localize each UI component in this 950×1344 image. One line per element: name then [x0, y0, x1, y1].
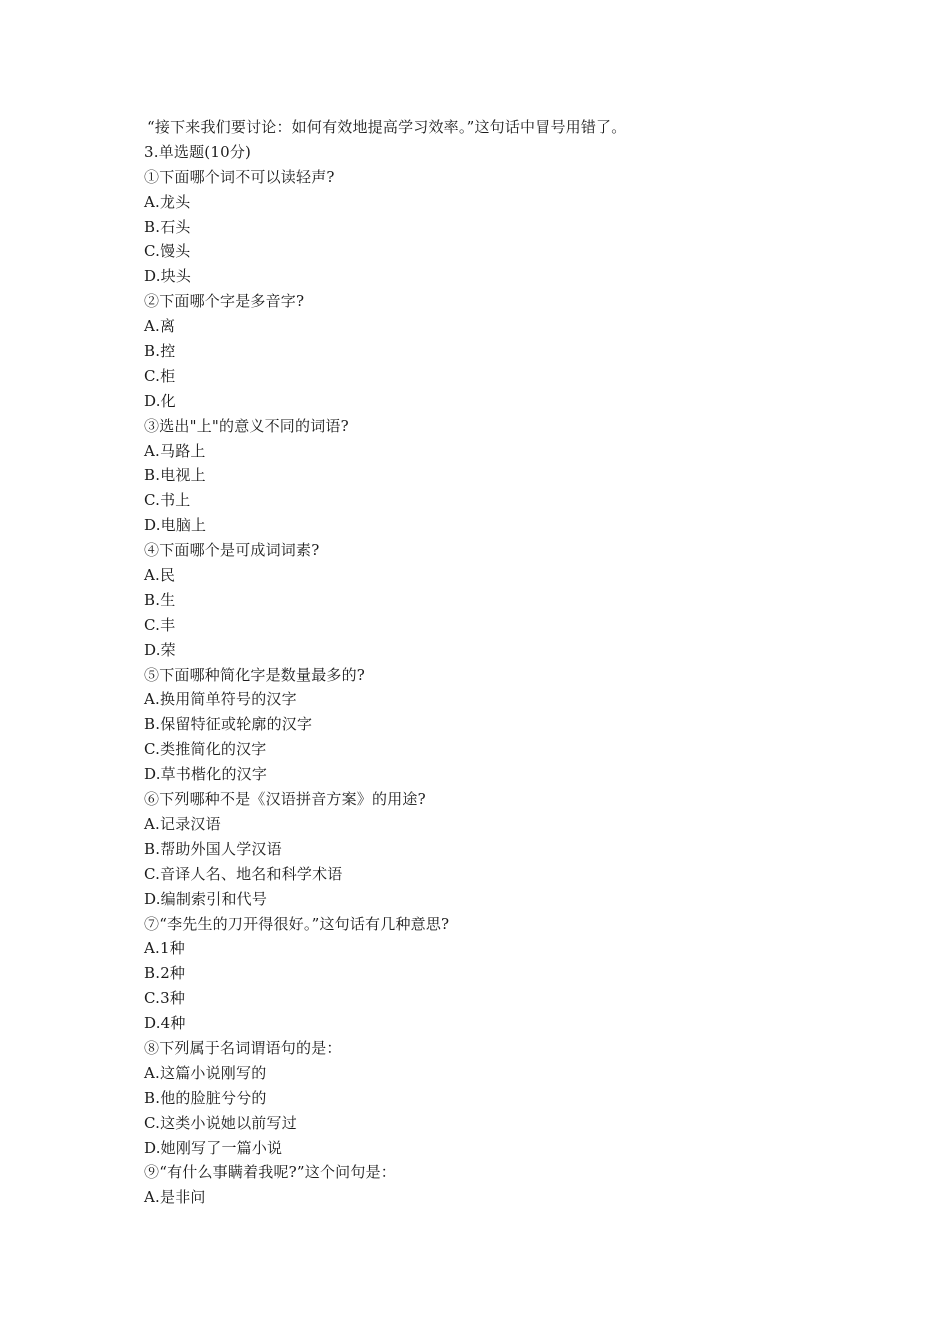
option-b: B.电视上	[144, 466, 206, 485]
option-a: A.这篇小说刚写的	[144, 1063, 267, 1082]
option-b: B.保留特征或轮廓的汉字	[144, 715, 313, 734]
option-d: D.块头	[144, 267, 192, 286]
option-d: D.荣	[144, 640, 176, 659]
option-a: A.离	[144, 317, 176, 336]
option-c: C.类推简化的汉字	[144, 740, 267, 759]
question-4	[144, 538, 844, 662]
question-stem: ②下面哪个字是多音字?	[144, 292, 305, 311]
question-9	[144, 1160, 844, 1210]
option-a: A.龙头	[144, 192, 191, 211]
option-d: D.草书楷化的汉字	[144, 765, 268, 784]
option-a: A.换用简单符号的汉字	[144, 690, 297, 709]
option-b: B.帮助外国人学汉语	[144, 839, 282, 858]
question-5	[144, 663, 844, 787]
question-stem: ⑥下列哪种不是《汉语拼音方案》的用途?	[144, 790, 426, 809]
option-a: A.记录汉语	[144, 814, 221, 833]
option-a: A.马路上	[144, 441, 206, 460]
option-c: C.柜	[144, 366, 176, 385]
question-stem: ⑤下面哪种简化字是数量最多的?	[144, 665, 366, 684]
option-b: B.2种	[144, 964, 186, 983]
option-c: C.音译人名、地名和科学术语	[144, 864, 343, 883]
option-b: B.石头	[144, 217, 191, 236]
option-c: C.3种	[144, 989, 186, 1008]
option-b: B.他的脸脏兮兮的	[144, 1088, 267, 1107]
question-stem: ⑨“有什么事瞒着我呢?”这个问句是：	[144, 1163, 396, 1182]
option-a: A.1种	[144, 939, 185, 958]
option-b: B.生	[144, 590, 176, 609]
option-d: D.4种	[144, 1014, 186, 1033]
question-stem: ⑦“李先生的刀开得很好。”这句话有几种意思?	[144, 914, 450, 933]
option-c: C.这类小说她以前写过	[144, 1113, 297, 1132]
question-stem: ④下面哪个是可成词词素?	[144, 541, 320, 560]
question-stem: ①下面哪个词不可以读轻声?	[144, 167, 335, 186]
option-c: C.丰	[144, 615, 176, 634]
option-c: C.馒头	[144, 242, 191, 261]
question-3	[144, 414, 844, 538]
question-stem: ⑧下列属于名词谓语句的是：	[144, 1038, 342, 1057]
option-c: C.书上	[144, 491, 191, 510]
section-heading: 3.单选题(10分)	[144, 142, 252, 161]
option-d: D.电脑上	[144, 516, 207, 535]
question-6	[144, 787, 844, 911]
question-stem: ③选出"上"的意义不同的词语?	[144, 416, 349, 435]
document-body	[144, 115, 844, 1210]
question-1	[144, 165, 844, 289]
option-a: A.民	[144, 566, 176, 585]
option-b: B.控	[144, 342, 176, 361]
question-7	[144, 912, 844, 1036]
option-a: A.是非问	[144, 1188, 206, 1207]
option-d: D.她刚写了一篇小说	[144, 1138, 283, 1157]
question-2	[144, 289, 844, 413]
question-8	[144, 1036, 844, 1160]
option-d: D.化	[144, 391, 176, 410]
intro-sentence: “接下来我们要讨论：如何有效地提高学习效率。”这句话中冒号用错了。	[147, 118, 627, 136]
option-d: D.编制索引和代号	[144, 889, 268, 908]
